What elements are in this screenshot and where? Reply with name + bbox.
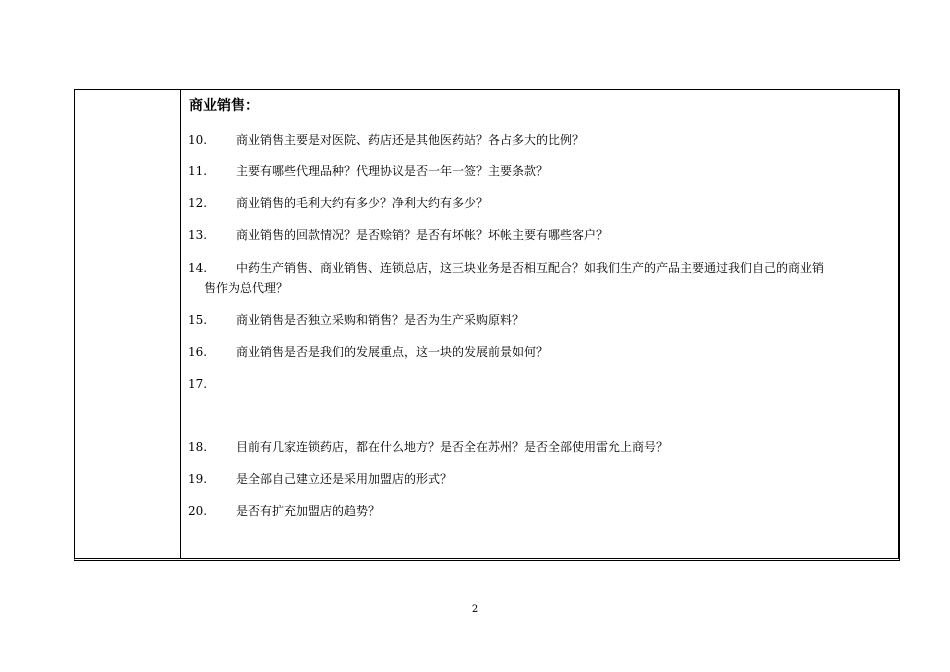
question-item — [188, 437, 898, 457]
question-number: 18. — [188, 440, 208, 454]
question-text: 是全部自己建立还是采用加盟店的形式？ — [236, 472, 453, 486]
question-text: 商业销售的毛利大约有多少？净利大约有多少？ — [236, 196, 489, 210]
question-text: 商业销售是否是我们的发展重点，这一块的发展前景如何？ — [236, 345, 549, 359]
question-text — [236, 258, 896, 278]
question-number: 19. — [188, 472, 208, 486]
question-item — [188, 225, 898, 245]
question-item — [188, 469, 898, 489]
question-item — [188, 342, 898, 362]
question-number: 17. — [188, 377, 208, 391]
question-text: 商业销售是否独立采购和销售？是否为生产采购原料？ — [236, 313, 525, 327]
question-item — [188, 501, 898, 521]
label-column-cell — [75, 90, 181, 558]
question-item — [188, 310, 898, 330]
question-item — [188, 258, 900, 298]
page-number: 2 — [471, 604, 479, 615]
question-text: 商业销售主要是对医院、药店还是其他医药站？各占多大的比例？ — [236, 133, 585, 147]
question-item — [188, 130, 898, 150]
question-text: 主要有哪些代理品种？代理协议是否一年一签？主要条款？ — [236, 164, 549, 178]
question-text: 是否有扩充加盟店的趋势？ — [236, 504, 381, 518]
question-number: 13. — [188, 228, 208, 242]
question-number: 16. — [188, 345, 208, 359]
question-number: 14. — [188, 261, 208, 275]
content-column-cell — [181, 90, 898, 558]
question-text: 目前有几家连锁药店，都在什么地方？是否全在苏州？是否全部使用雷允上商号？ — [236, 440, 669, 454]
question-item — [188, 374, 898, 394]
question-text-line-1: 中药生产销售、商业销售、连锁总店，这三块业务是否相互配合？如我们生产的产品主要通过我们自己的商业销 — [236, 261, 825, 275]
question-number: 10. — [188, 133, 208, 147]
question-text-line-2: 售作为总代理？ — [204, 281, 289, 295]
question-number: 12. — [188, 196, 208, 210]
question-item — [188, 161, 898, 181]
content-table — [74, 89, 900, 561]
question-number: 20. — [188, 504, 208, 518]
question-text: 商业销售的回款情况？是否赊销？是否有坏帐？坏帐主要有哪些客户？ — [236, 228, 609, 242]
question-number: 11. — [188, 164, 208, 178]
question-number: 15. — [188, 313, 208, 327]
question-item — [188, 193, 898, 213]
section-heading: 商业销售： — [189, 98, 259, 114]
